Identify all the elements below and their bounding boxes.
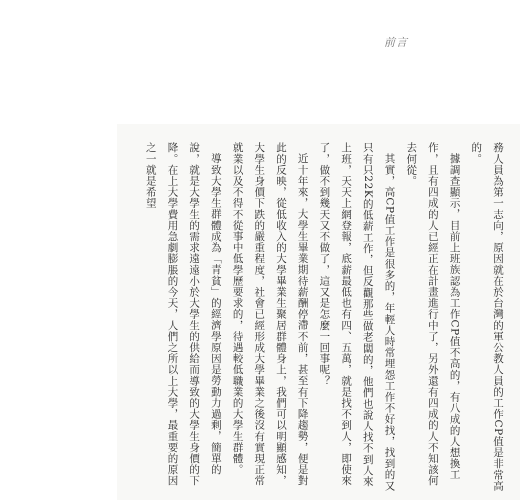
paragraph: 近十年來，大學生畢業期待薪酬停滯不前，甚至有下降趨勢，便是對此的反映，從低收入的大學畢業生聚居群體身上，我們可以明顯感知，大學生身價下跌的嚴重程度，社會已經形成大學畢業之後沒有實現正常就業以及不得不從事中低學歷要求的，待遇較低職業的大學生群體。: [231, 142, 309, 487]
paragraph: 其實，高CP值工作是很多的，年輕人時常埋怨工作不好找，找到的又只有只22K的低薪工作，但反觀那些做老闆的，他們也說人找不到人來上班，天天上網登報，底薪最低也有四、五萬，就是找不到人，即使來了，做不到幾天又不做了，這又是怎麼一回事呢？: [318, 142, 396, 491]
paragraph: 務人員為第一志向，原因就在於台灣的軍公教人員的工作CP值是非常高的。: [470, 142, 504, 492]
running-header: 前言: [384, 36, 408, 49]
paragraph: 據調查顯示，目前上班族認為工作CP值不高的，有八成的人想換工作，且有四成的人已經正在計畫進行中了，另外還有四成的人不知該何去何從。: [405, 142, 461, 487]
vertical-text-body: [139, 142, 508, 494]
paragraph: 導致大學生群體成為「青貧」的經濟學原因是勞動力過剩，簡單的說，就是大學生的需求遠遠小於大學生的供給而導致的大學生身價的下降。在上大學費用急劇膨脹的今天，人們之所以上大學，最重要的原因之一就是希望: [144, 142, 222, 487]
